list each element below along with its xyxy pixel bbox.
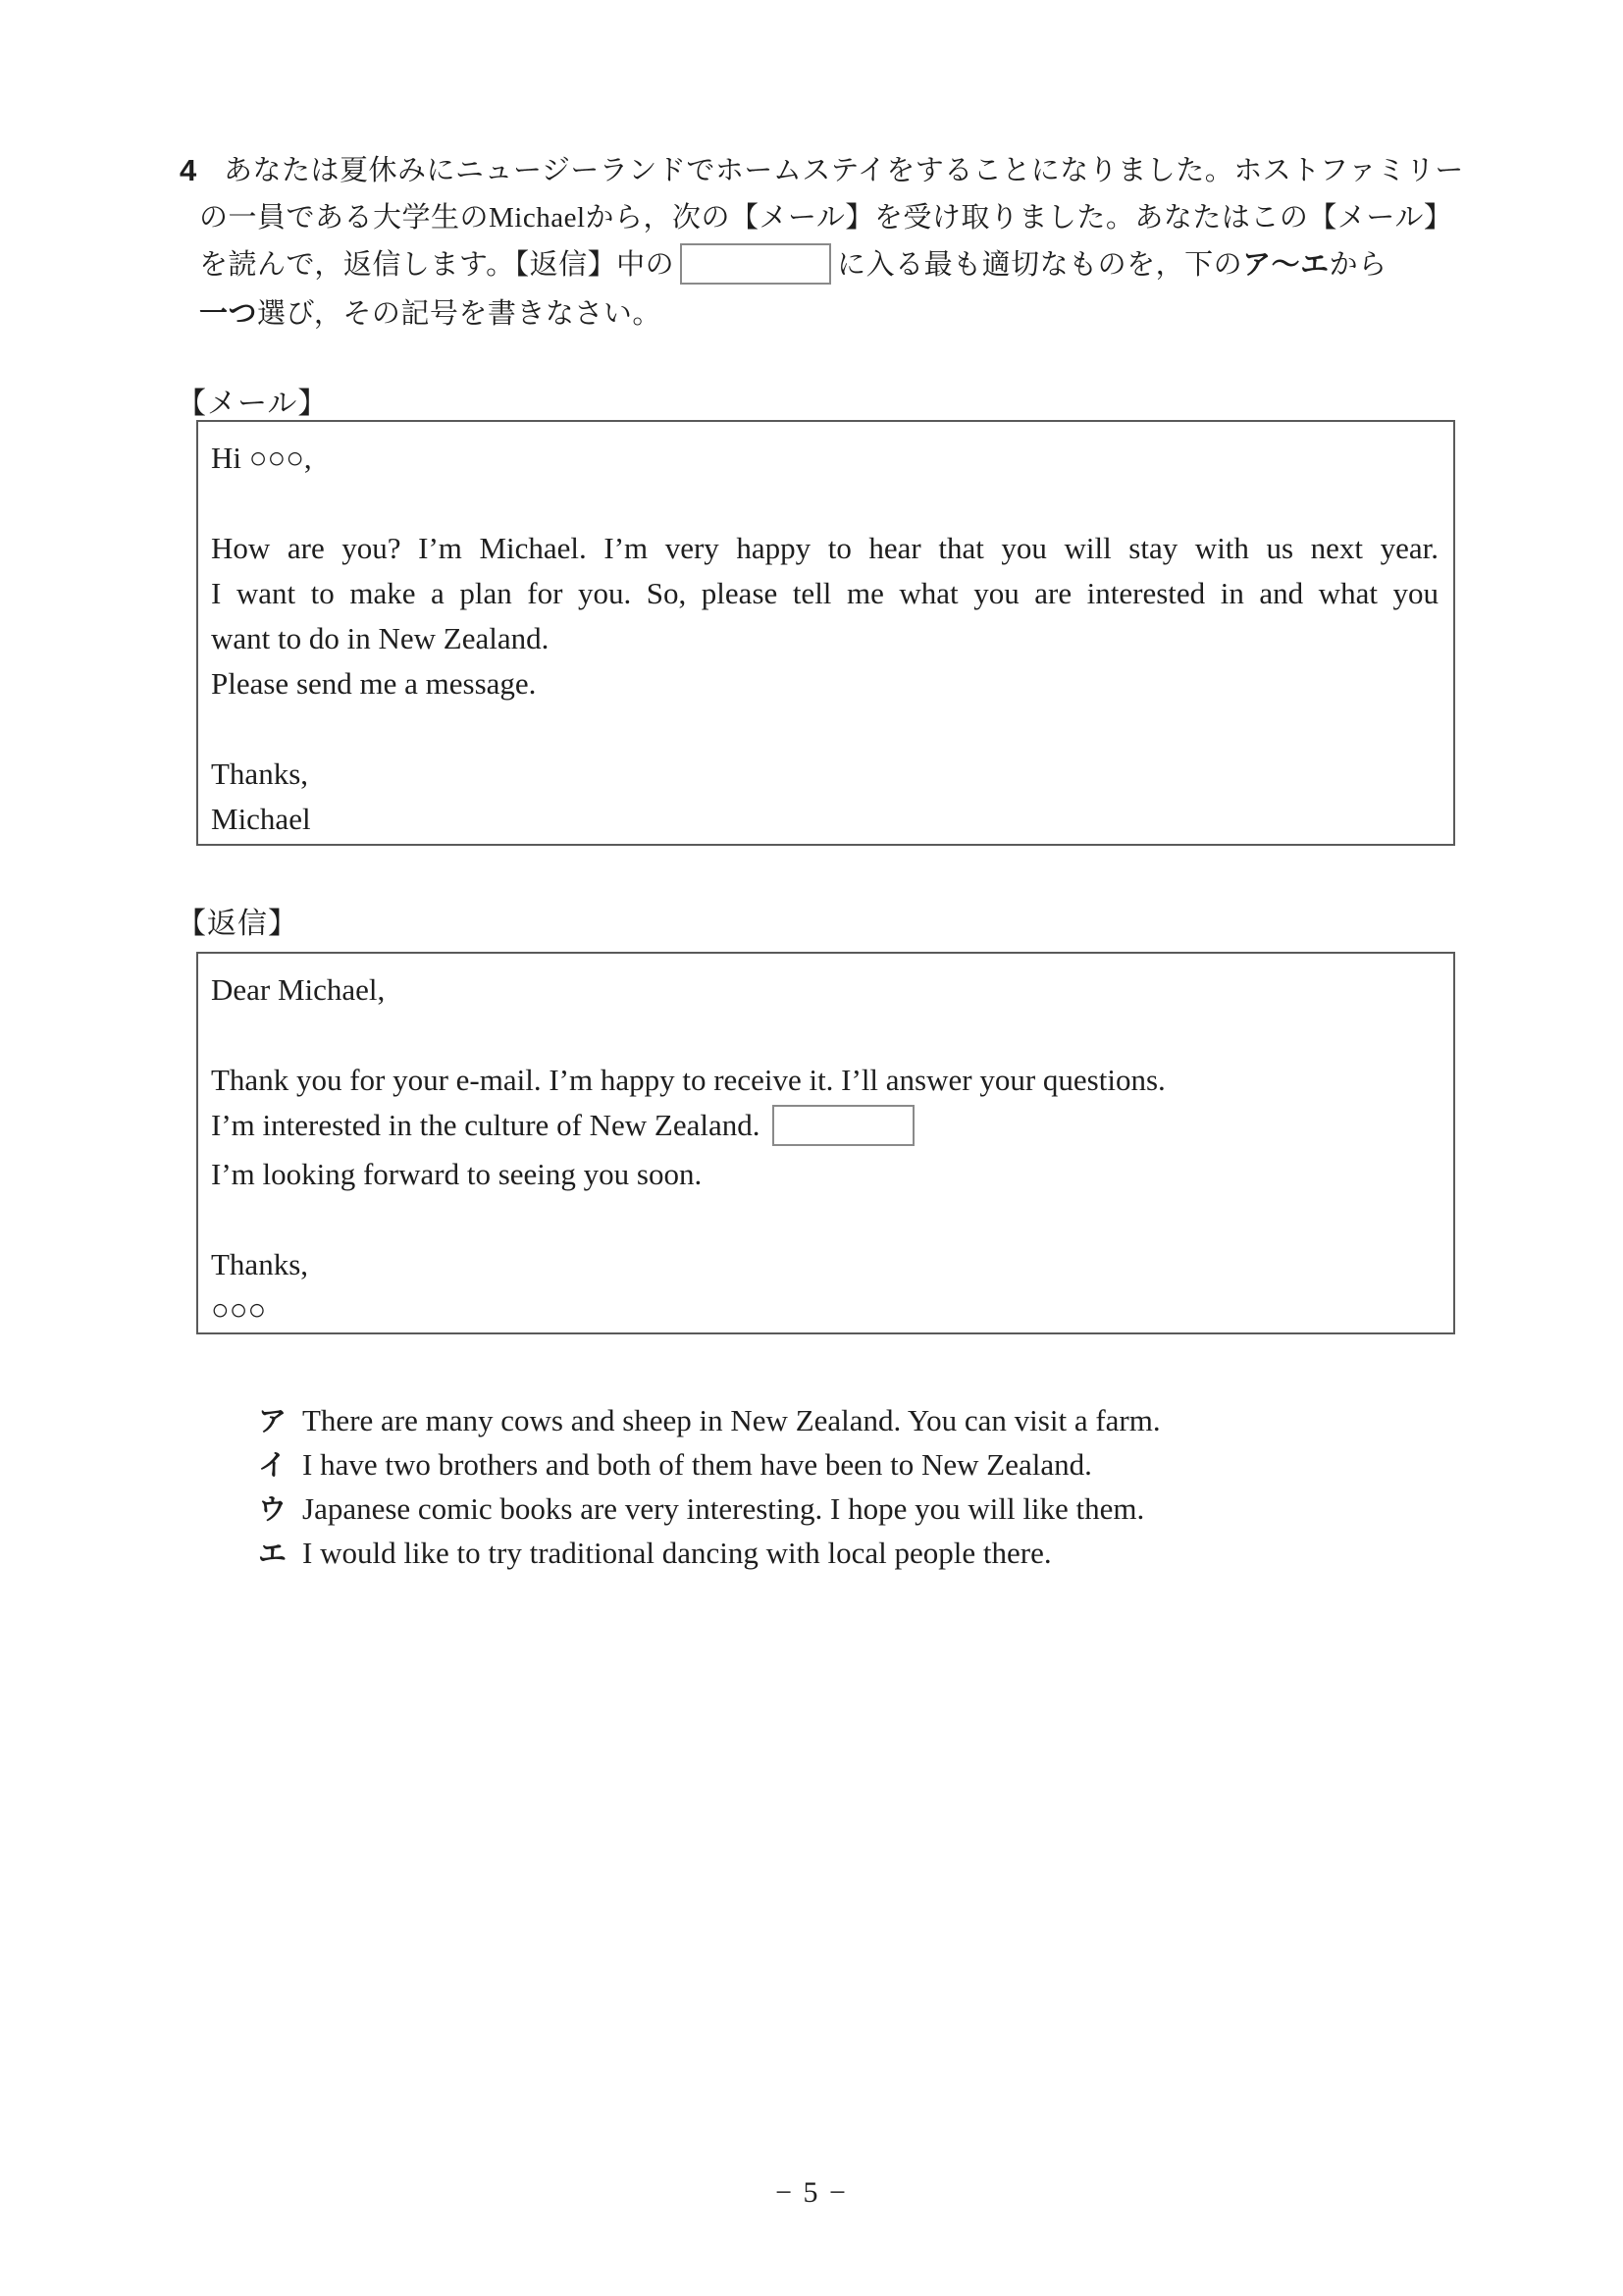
reply-body-line-3: I’m looking forward to seeing you soon. <box>211 1156 703 1191</box>
option-row-u <box>258 1487 1426 1532</box>
reply-box <box>196 952 1455 1334</box>
option-range-label: ア～エ <box>1242 249 1330 281</box>
page-number: − 5 − <box>775 2176 848 2209</box>
instruction-line-4-rest: 選び，その記号を書きなさい。 <box>257 298 661 331</box>
mail-greeting: Hi ○○○, <box>211 441 312 475</box>
instruction-line-2: の一員である大学生のMichaelから，次の【メール】を受け取りました。あなたはこの【メール】 <box>199 202 1453 234</box>
reply-signature: ○○○ <box>211 1291 267 1327</box>
mail-blank-line <box>211 481 1439 526</box>
instruction-line-3 <box>199 241 1465 290</box>
mail-closing: Thanks, <box>211 757 309 791</box>
instruction-line-4-bold: 一つ <box>199 298 258 331</box>
reply-body-line-2-text: I’m interested in the culture of New Zealand. <box>211 1108 760 1142</box>
reply-closing: Thanks, <box>211 1246 309 1281</box>
reply-body-line-1: Thank you for your e-mail. I’m happy to receive it. I’ll answer your questions. <box>211 1063 1166 1097</box>
option-row-e <box>258 1532 1426 1576</box>
reply-greeting: Dear Michael, <box>211 972 386 1007</box>
instruction-line-1: あなたは夏休みにニュージーランドでホームステイをすることになりました。ホストファミリー <box>224 155 1464 186</box>
mail-signature: Michael <box>211 802 311 836</box>
reply-blank-line <box>211 1013 1439 1058</box>
mail-blank-line <box>211 706 1439 752</box>
mail-box <box>196 420 1455 846</box>
answer-blank-box <box>680 243 831 285</box>
instruction-line-3-before: を読んで，返信します。【返信】中の <box>199 249 675 281</box>
instruction-line-3-after: に入る最も適切なものを，下の <box>837 249 1243 281</box>
instruction-line-3-tail: から <box>1329 249 1387 281</box>
option-text-a: There are many cows and sheep in New Zealand. You can visit a farm. <box>302 1403 1161 1437</box>
reply-body-line-2 <box>211 1103 1439 1152</box>
mail-section-label: 【メール】 <box>177 388 329 420</box>
question-instruction <box>199 147 1465 338</box>
option-marker-a: ア <box>258 1406 288 1437</box>
mail-body-line-2: I want to make a plan for you. So, please tell me what you are interested in and what you <box>211 576 1439 610</box>
mail-body-line-4: Please send me a message. <box>211 666 537 701</box>
option-marker-i: イ <box>258 1450 288 1482</box>
question-number: 4 <box>180 153 197 187</box>
instruction-line-4 <box>199 290 1465 338</box>
mail-body-line-3: want to do in New Zealand. <box>211 621 550 655</box>
option-text-i: I have two brothers and both of them have been to New Zealand. <box>302 1447 1092 1482</box>
mail-body-line-1: How are you? I’m Michael. I’m very happy to hear that you will stay with us next year. <box>211 531 1439 565</box>
answer-options <box>258 1399 1426 1576</box>
reply-section-label: 【返信】 <box>177 908 298 940</box>
reply-blank-line <box>211 1197 1439 1242</box>
option-text-e: I would like to try traditional dancing with local people there. <box>302 1536 1052 1570</box>
option-text-u: Japanese comic books are very interesting. I hope you will like them. <box>302 1491 1145 1526</box>
option-marker-u: ウ <box>258 1494 288 1526</box>
option-marker-e: エ <box>258 1539 288 1570</box>
reply-answer-blank-box <box>772 1105 915 1146</box>
option-row-i <box>258 1443 1426 1487</box>
option-row-a <box>258 1399 1426 1443</box>
